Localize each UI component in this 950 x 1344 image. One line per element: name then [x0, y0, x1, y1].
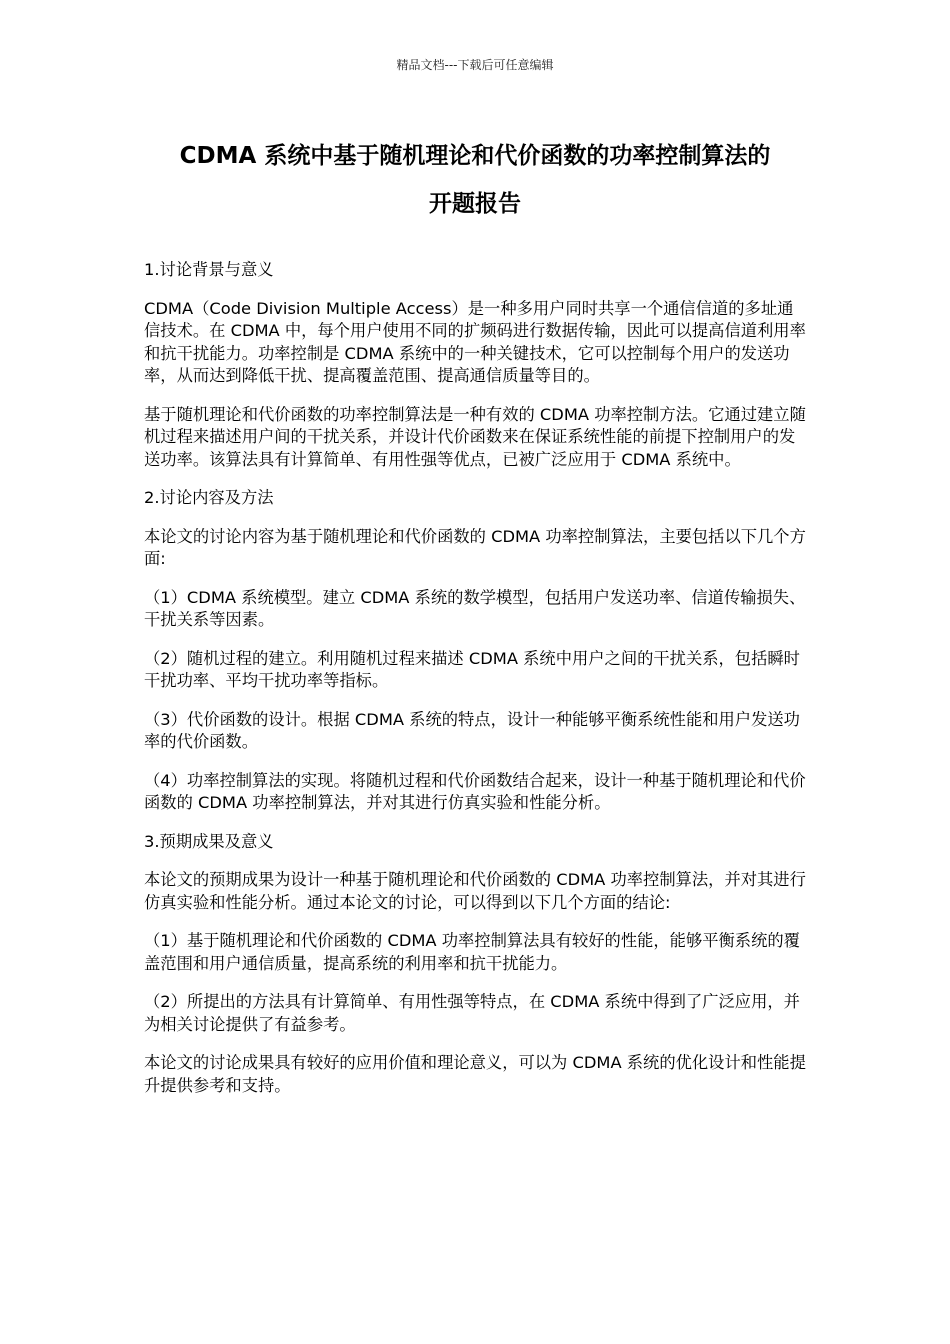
list-item: （2）随机过程的建立。利用随机过程来描述 CDMA 系统中用户之间的干扰关系，包括瞬时干扰功率、平均干扰功率等指标。 [144, 648, 800, 690]
document-body [144, 259, 806, 1113]
list-item: （1）CDMA 系统模型。建立 CDMA 系统的数学模型，包括用户发送功率、信道传输损失、干扰关系等因素。 [144, 587, 806, 629]
paragraph: 本论文的讨论成果具有较好的应用价值和理论意义，可以为 CDMA 系统的优化设计和性能提升提供参考和支持。 [144, 1053, 806, 1095]
document-title-line-2: 开题报告 [429, 191, 521, 217]
list-item: （3）代价函数的设计。根据 CDMA 系统的特点，设计一种能够平衡系统性能和用户发送功率的代价函数。 [144, 709, 800, 751]
list-item: （1）基于随机理论和代价函数的 CDMA 功率控制算法具有较好的性能，能够平衡系统的覆盖范围和用户通信质量，提高系统的利用率和抗干扰能力。 [144, 931, 800, 973]
document-title [120, 132, 830, 228]
paragraph: 基于随机理论和代价函数的功率控制算法是一种有效的 CDMA 功率控制方法。它通过建立随机过程来描述用户间的干扰关系，并设计代价函数来在保证系统性能的前提下控制用户的发送功率。该算法具有计算简单、有用性强等优点，已被广泛应用于 CDMA 系统中。 [144, 404, 806, 469]
page-header: 精品文档---下载后可任意编辑 [396, 58, 554, 72]
list-item: （2）所提出的方法具有计算简单、有用性强等特点，在 CDMA 系统中得到了广泛应用，并为相关讨论提供了有益参考。 [144, 992, 800, 1034]
list-item: （4）功率控制算法的实现。将随机过程和代价函数结合起来，设计一种基于随机理论和代价函数的 CDMA 功率控制算法，并对其进行仿真实验和性能分析。 [144, 770, 806, 812]
document-title-line-1: CDMA 系统中基于随机理论和代价函数的功率控制算法的 [179, 143, 771, 169]
section-heading-expected-results: 3.预期成果及意义 [144, 831, 274, 851]
section-heading-background: 1.讨论背景与意义 [144, 260, 274, 279]
paragraph: 本论文的预期成果为设计一种基于随机理论和代价函数的 CDMA 功率控制算法，并对其进行仿真实验和性能分析。通过本论文的讨论，可以得到以下几个方面的结论: [144, 870, 806, 912]
section-heading-content-methods: 2.讨论内容及方法 [144, 488, 274, 507]
paragraph: 本论文的讨论内容为基于随机理论和代价函数的 CDMA 功率控制算法，主要包括以下几个方面: [144, 526, 806, 568]
paragraph: CDMA（Code Division Multiple Access）是一种多用户同时共享一个通信信道的多址通信技术。在 CDMA 中，每个用户使用不同的扩频码进行数据传输，因此可以提高信道利用率和抗干扰能力。功率控制是 CDMA 系统中的一种关键技术，它可以控制每个用户的发送功率，从而达到降低干扰、提高覆盖范围、提高通信质量等目的。 [144, 298, 806, 385]
